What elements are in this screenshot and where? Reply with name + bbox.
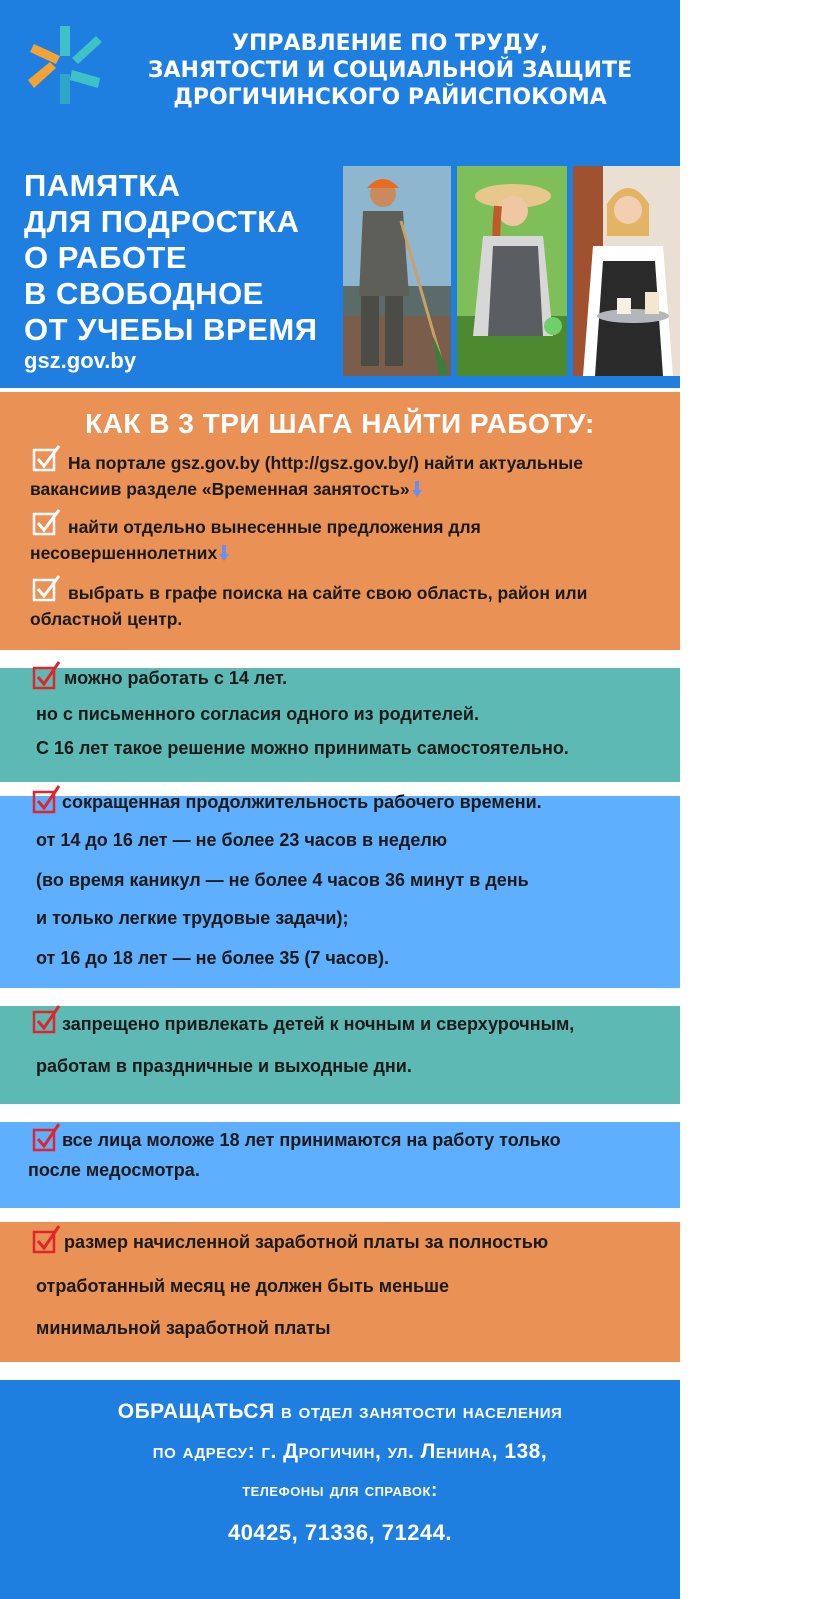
photo-worker bbox=[343, 166, 451, 376]
hero bbox=[0, 162, 680, 388]
step-text: областной центр. bbox=[30, 609, 183, 629]
info-line: от 14 до 16 лет — не более 23 часов в неделю bbox=[36, 830, 448, 850]
arrow-down-icon bbox=[219, 545, 229, 561]
check-icon bbox=[32, 508, 62, 536]
info-line: сокращенная продолжительность рабочего времени. bbox=[62, 792, 542, 812]
photo-collage bbox=[343, 166, 680, 376]
check-icon bbox=[32, 444, 62, 472]
steps-section bbox=[0, 392, 680, 650]
organization-name bbox=[130, 30, 650, 111]
info-line: но с письменного согласия одного из родителей. bbox=[36, 704, 479, 724]
org-line: УПРАВЛЕНИЕ ПО ТРУДУ, bbox=[232, 31, 548, 56]
step-text: несовершеннолетних bbox=[30, 543, 218, 563]
info-line: минимальной заработной платы bbox=[36, 1318, 331, 1338]
info-line: можно работать с 14 лет. bbox=[64, 668, 288, 688]
memo-line: В СВОБОДНОЕ bbox=[24, 276, 264, 311]
memo-line: О РАБОТЕ bbox=[24, 240, 188, 275]
check-icon bbox=[32, 1224, 62, 1254]
steps-title: КАК В 3 ТРИ ШАГА НАЙТИ РАБОТУ: bbox=[85, 408, 595, 439]
info-line: и только легкие трудовые задачи); bbox=[36, 908, 349, 928]
check-icon bbox=[32, 1122, 62, 1152]
logo-icon bbox=[20, 22, 108, 106]
arrow-down-icon bbox=[412, 481, 422, 497]
check-icon bbox=[32, 574, 62, 602]
age-section bbox=[0, 668, 680, 782]
header bbox=[0, 0, 680, 162]
check-icon bbox=[32, 784, 62, 814]
contact-phones-label: телефоны для справок: bbox=[242, 1480, 438, 1501]
memo-line: ОТ УЧЕБЫ ВРЕМЯ bbox=[24, 312, 318, 347]
hours-section bbox=[0, 792, 680, 988]
check-icon bbox=[32, 660, 62, 690]
contact-footer bbox=[0, 1380, 680, 1599]
info-line: после медосмотра. bbox=[28, 1160, 200, 1180]
step-item bbox=[30, 580, 660, 632]
memo-line: ПАМЯТКА bbox=[24, 168, 181, 203]
site-link: gsz.gov.by bbox=[24, 348, 137, 373]
step-text: вакансиив разделе «Временная занятость» bbox=[30, 479, 410, 499]
photo-gardener bbox=[457, 166, 567, 376]
info-line: работам в праздничные и выходные дни. bbox=[36, 1056, 412, 1076]
info-line: отработанный месяц не должен быть меньше bbox=[36, 1276, 450, 1296]
contact-line: ОБРАЩАТЬСЯ в отдел занятости населения bbox=[117, 1400, 563, 1423]
org-line: ЗАНЯТОСТИ И СОЦИАЛЬНОЙ ЗАЩИТЕ bbox=[147, 58, 633, 83]
step-text: найти отдельно вынесенные предложения для bbox=[68, 517, 481, 537]
step-text: На портале gsz.gov.by (http://gsz.gov.by/) найти актуальные bbox=[68, 453, 583, 473]
step-text: выбрать в графе поиска на сайте свою область, район или bbox=[68, 583, 588, 603]
contact-address: по адресу: г. Дрогичин, ул. Ленина, 138, bbox=[152, 1440, 548, 1463]
contact-phones: 40425, 71336, 71244. bbox=[227, 1520, 453, 1545]
medical-section bbox=[0, 1122, 680, 1208]
info-line: все лица моложе 18 лет принимаются на работу только bbox=[62, 1130, 561, 1150]
photo-waitress bbox=[573, 166, 680, 376]
memo-title bbox=[24, 168, 318, 348]
night-work-section bbox=[0, 1006, 680, 1104]
step-item bbox=[30, 450, 660, 502]
info-line: от 16 до 18 лет — не более 35 (7 часов). bbox=[36, 948, 389, 968]
info-line: С 16 лет такое решение можно принимать самостоятельно. bbox=[36, 738, 569, 758]
check-icon bbox=[32, 1004, 62, 1034]
info-line: размер начисленной заработной платы за полностью bbox=[64, 1232, 549, 1252]
salary-section bbox=[0, 1222, 680, 1362]
org-line: ДРОГИЧИНСКОГО РАЙИСПОКОМА bbox=[173, 85, 607, 110]
info-line: запрещено привлекать детей к ночным и сверхурочным, bbox=[62, 1014, 575, 1034]
step-item bbox=[30, 514, 660, 566]
memo-line: ДЛЯ ПОДРОСТКА bbox=[24, 204, 300, 239]
info-line: (во время каникул — не более 4 часов 36 минут в день bbox=[36, 870, 529, 890]
